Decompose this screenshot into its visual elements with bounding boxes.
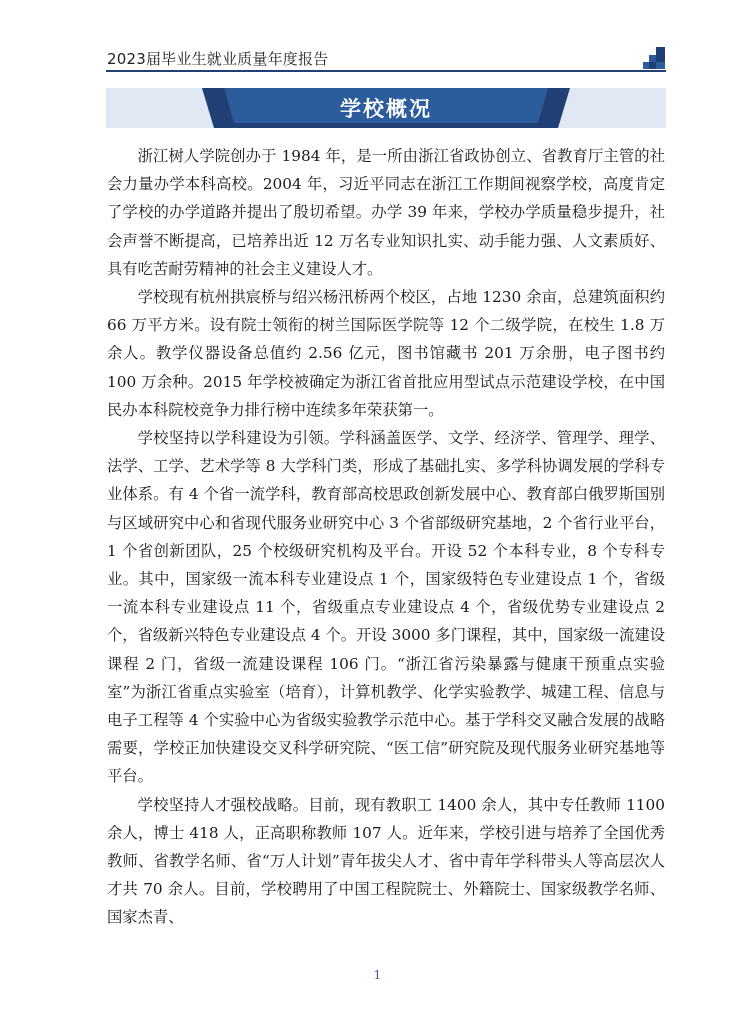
- body-text: [107, 142, 665, 932]
- paragraph-talent: 学校坚持人才强校战略。目前，现有教职工 1400 余人，其中专任教师 1100 余人，博士 418 人，正高职称教师 107 人。近年来，学校引进与培养了全国优秀教师、省教学名师、省“万人计划”青年拔尖人才、省中青年学科带头人等高层次人才共 70 余人。目前，学校聘用了中国工程院院士、外籍院士、国家级教学名师、国家杰青、: [107, 795, 665, 927]
- paragraph-disciplines: 学校坚持以学科建设为引领。学科涵盖医学、文学、经济学、管理学、理学、法学、工学、艺术学等 8 大学科门类，形成了基础扎实、多学科协调发展的学科专业体系。有 4 个省一流学科，教育部高校思政创新发展中心、教育部白俄罗斯国别与区域研究中心和省现代服务业研究中心 3 个省部级研究基地，2 个省行业平台，1 个省创新团队，25 个校级研究机构及平台。开设 52 个本科专业，8 个专科专业。其中，国家级一流本科专业建设点 1 个，国家级特色专业建设点 1 个，省级一流本科专业建设点 11 个，省级重点专业建设点 4 个，省级优势专业建设点 2 个，省级新兴特色专业建设点 4 个。开设 3000 多门课程，其中，国家级一流建设课程 2 门，省级一流建设课程 106 门。“浙江省污染暴露与健康干预重点实验室”为浙江省重点实验室（培育），计算机教学、化学实验教学、城建工程、信息与电子工程等 4 个实验中心为省级实验教学示范中心。基于学科交叉融合发展的战略需要，学校正加快建设交叉科学研究院、“医工信”研究院及现代服务业研究基地等平台。: [107, 429, 665, 786]
- paragraph-campus: 学校现有杭州拱宸桥与绍兴杨汛桥两个校区，占地 1230 余亩，总建筑面积约 66 万平方米。设有院士领衔的树兰国际医学院等 12 个二级学院，在校生 1.8 万余人。教学仪器设备总值约 2.56 亿元，图书馆藏书 201 万余册，电子图书约 100 万余种。2015 年学校被确定为浙江省首批应用型试点示范建设学校，在中国民办本科院校竞争力排行榜中连续多年荣获第一。: [107, 288, 665, 419]
- report-title: 2023届毕业生就业质量年度报告: [107, 50, 329, 68]
- paragraph-history: 浙江树人学院创办于 1984 年，是一所由浙江省政协创立、省教育厅主管的社会力量办学本科高校。2004 年，习近平同志在浙江工作期间视察学校，高度肯定了学校的办学道路并提出了殷切希望。办学 39 年来，学校办学质量稳步提升，社会声誉不断提高，已培养出近 12 万名专业知识扎实、动手能力强、人文素质好、具有吃苦耐劳精神的社会主义建设人才。: [107, 147, 665, 278]
- section-title: 学校概况: [340, 97, 432, 121]
- header-rule: [106, 70, 666, 72]
- page-number: 1: [373, 968, 382, 982]
- blocks-logo-icon: [640, 47, 666, 70]
